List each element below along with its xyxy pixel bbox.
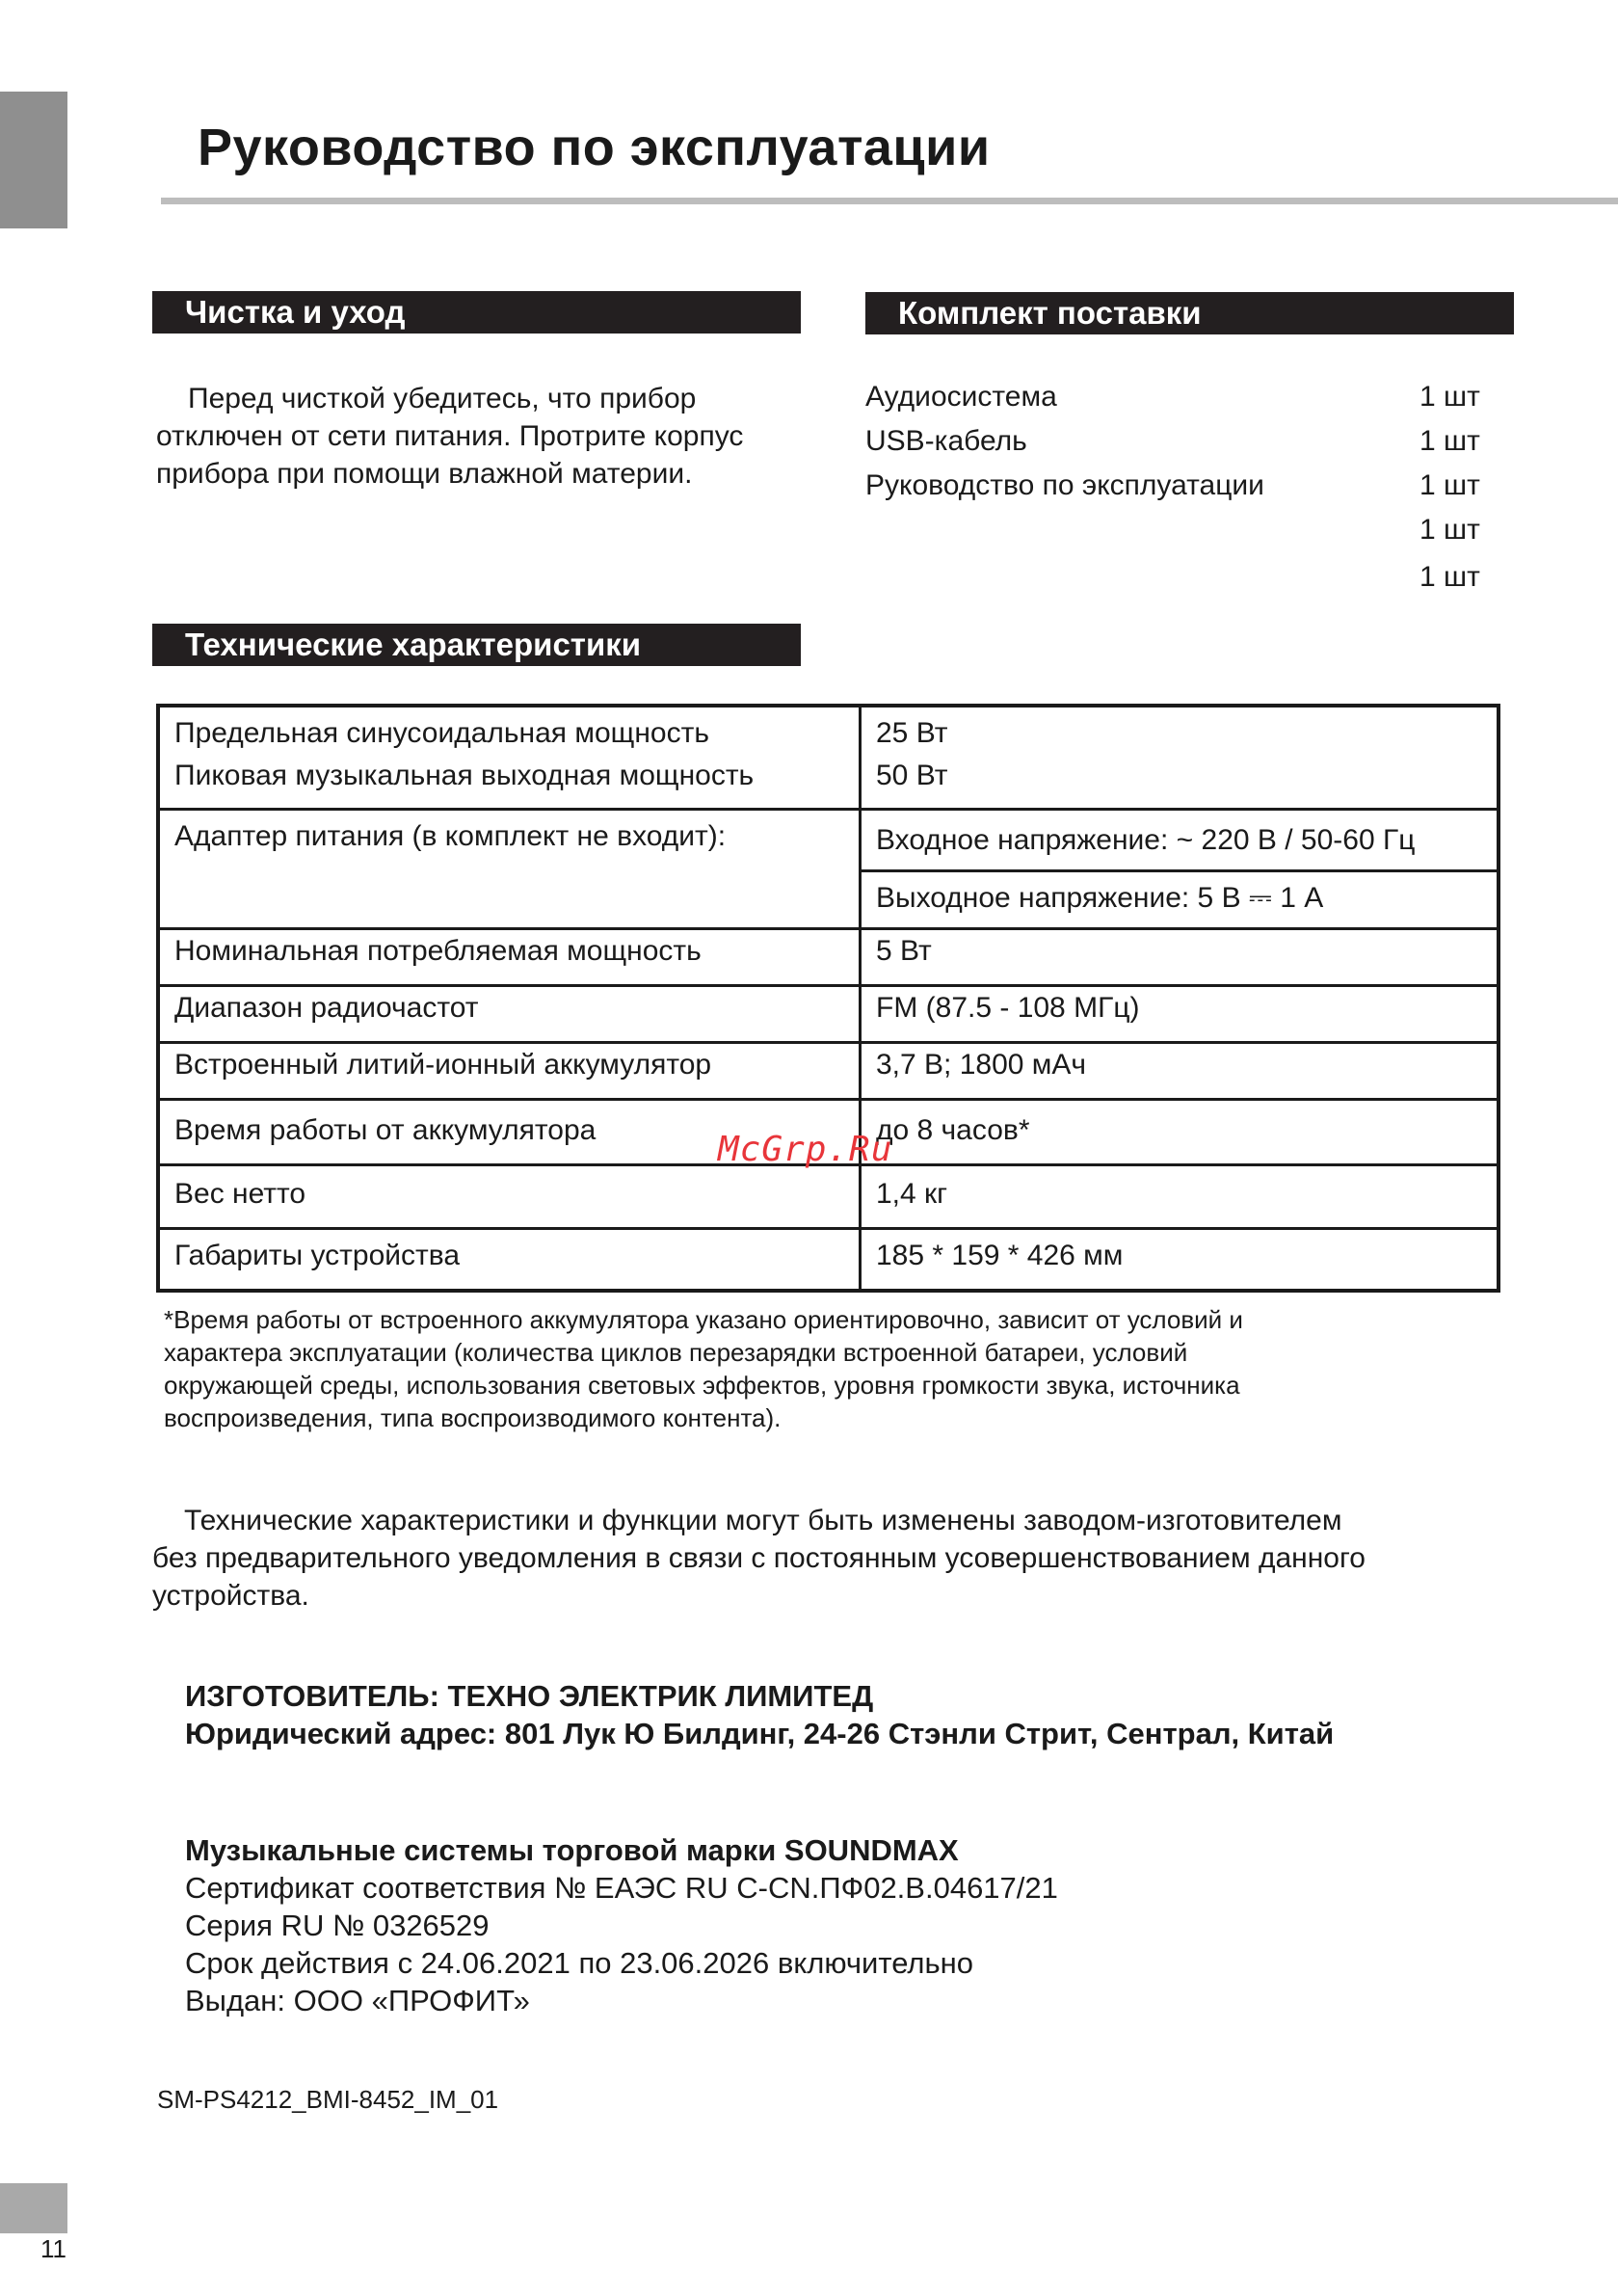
spec-label: Диапазон радиочастот (158, 986, 861, 1043)
cleaning-line: прибора при помощи влажной материи. (156, 458, 693, 490)
kit-item-qty: 1 шт (1419, 381, 1480, 413)
spec-value: FM (87.5 - 108 МГц) (861, 986, 1499, 1043)
kit-item-name: USB-кабель (865, 425, 1027, 457)
cleaning-text (156, 380, 831, 493)
spec-label: Вес нетто (158, 1165, 861, 1229)
spec-label: Адаптер питания (в комплект не входит): (158, 810, 861, 929)
kit-item (865, 469, 1492, 514)
notice-line: Технические характеристики и функции могут быть изменены заводом-изготовителем (184, 1505, 1342, 1536)
page-number-tab (0, 2183, 67, 2233)
specs-table (156, 704, 1500, 1293)
kit-item-qty: 1 шт (1419, 561, 1480, 593)
table-row (158, 929, 1499, 986)
footnote-line: воспроизведения, типа воспроизводимого контента). (164, 1403, 782, 1432)
kit-item (865, 561, 1492, 605)
watermark: McGrp.Ru (718, 1130, 893, 1169)
kit-item-qty: 1 шт (1419, 425, 1480, 457)
page-number: 11 (40, 2234, 66, 2263)
table-row (158, 1043, 1499, 1100)
table-row (158, 810, 1499, 871)
manufacturer-name: ИЗГОТОВИТЕЛЬ: ТЕХНО ЭЛЕКТРИК ЛИМИТЕД (185, 1679, 874, 1713)
table-row (158, 986, 1499, 1043)
spec-value: 1,4 кг (861, 1165, 1499, 1229)
spec-label-line: Предельная синусоидальная мощность (174, 717, 709, 749)
kit-item-name: Аудиосистема (865, 381, 1057, 413)
manufacturer-block (185, 1677, 1334, 1752)
notice-line: без предварительного уведомления в связи с постоянным усовершенствованием данного (152, 1542, 1366, 1574)
certificate-block (185, 1831, 1058, 2019)
certificate-brand: Музыкальные системы торговой марки SOUNDMAX (185, 1833, 959, 1867)
kit-heading: Комплект поставки (865, 292, 1514, 334)
certificate-series: Серия RU № 0326529 (185, 1909, 490, 1942)
spec-value: 185 * 159 * 426 мм (861, 1229, 1499, 1292)
page-edge-tab (0, 92, 67, 228)
spec-value-line: 50 Вт (876, 760, 948, 791)
kit-item (865, 381, 1492, 425)
spec-value-line: 25 Вт (876, 717, 948, 749)
certificate-validity: Срок действия с 24.06.2021 по 23.06.2026 включительно (185, 1946, 974, 1980)
cleaning-line: Перед чисткой убедитесь, что прибор (188, 383, 697, 414)
page-title: Руководство по эксплуатации (198, 119, 991, 176)
document-code: SM-PS4212_BMI-8452_IM_01 (157, 2085, 499, 2114)
footnote-line: окружающей среды, использования световых эффектов, уровня громкости звука, источника (164, 1371, 1240, 1400)
footnote (164, 1303, 1436, 1434)
table-row (158, 706, 1499, 810)
specs-heading: Технические характеристики (152, 624, 801, 666)
kit-item (865, 514, 1492, 558)
manufacturer-address: Юридический адрес: 801 Лук Ю Билдинг, 24-26 Стэнли Стрит, Сентрал, Китай (185, 1717, 1335, 1750)
kit-item-name: Руководство по эксплуатации (865, 469, 1264, 501)
spec-label: Габариты устройства (158, 1229, 861, 1292)
spec-value: 5 Вт (861, 929, 1499, 986)
cleaning-line: отключен от сети питания. Протрите корпус (156, 420, 744, 452)
footnote-line: характера эксплуатации (количества циклов перезарядки встроенной батареи, условий (164, 1338, 1188, 1367)
table-row (158, 1229, 1499, 1292)
kit-item-qty: 1 шт (1419, 514, 1480, 546)
spec-label: Номинальная потребляемая мощность (158, 929, 861, 986)
spec-label: Время работы от аккумулятора (158, 1100, 861, 1165)
certificate-number: Сертификат соответствия № ЕАЭС RU C-CN.ПФ02.В.04617/21 (185, 1871, 1058, 1905)
footnote-line: *Время работы от встроенного аккумулятора указано ориентировочно, зависит от условий и (164, 1305, 1243, 1334)
title-divider (161, 198, 1618, 204)
spec-value: Входное напряжение: ~ 220 В / 50-60 Гц (861, 810, 1499, 871)
kit-item (865, 425, 1492, 469)
certificate-issuer: Выдан: ООО «ПРОФИТ» (185, 1984, 530, 2017)
spec-label (158, 706, 861, 810)
spec-value: до 8 часов* (861, 1100, 1499, 1165)
table-row (158, 1165, 1499, 1229)
spec-value (861, 706, 1499, 810)
notice-line: устройства. (152, 1580, 309, 1612)
kit-item-qty: 1 шт (1419, 469, 1480, 501)
spec-value: 3,7 В; 1800 мАч (861, 1043, 1499, 1100)
spec-label-line: Пиковая музыкальная выходная мощность (174, 760, 755, 791)
spec-label: Встроенный литий-ионный аккумулятор (158, 1043, 861, 1100)
spec-value: Выходное напряжение: 5 В ⎓ 1 А (861, 871, 1499, 929)
change-notice (152, 1502, 1521, 1615)
cleaning-heading: Чистка и уход (152, 291, 801, 334)
kit-list (865, 381, 1492, 605)
